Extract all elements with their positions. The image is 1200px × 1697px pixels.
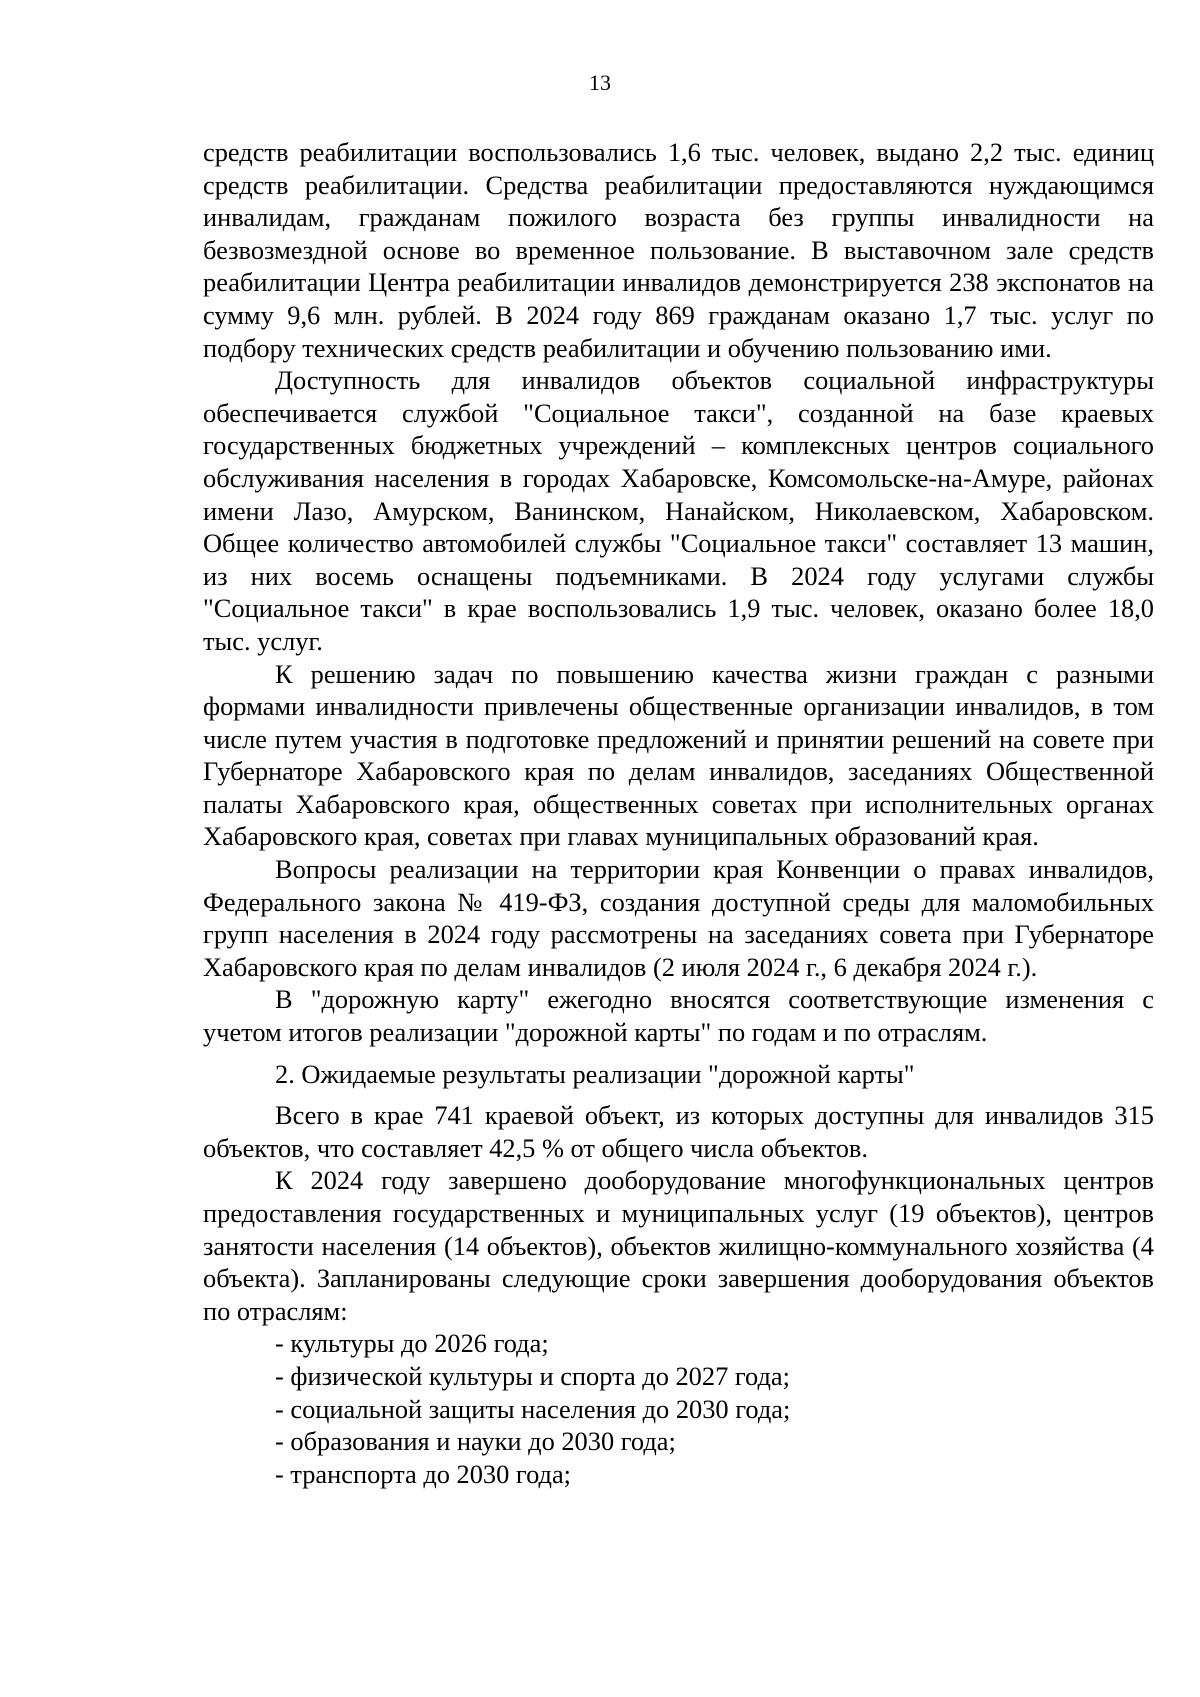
paragraph-public-organizations: К решению задач по повышению качества жизни граждан с разными формами инвалидности привлечены общественные организации инвалидов, в том числе путем участия в подготовке предложений и принятии решений на совете при Губернаторе Хабаровского края по делам инвалидов, заседаниях Общественной палаты Хабаровского края, общественных советах при исполнительных органах Хабаровского края, советах при главах муниципальных образований края. [203, 658, 1154, 852]
paragraph-roadmap-changes: В "дорожную карту" ежегодно вносятся соответствующие изменения с учетом итогов реализации "дорожной карты" по годам и по отраслям. [203, 984, 1154, 1048]
list-item-transport: - транспорта до 2030 года; [275, 1458, 571, 1489]
section-heading: 2. Ожидаемые результаты реализации "дорожной карты" [275, 1058, 915, 1089]
page-number: 13 [589, 70, 611, 95]
paragraph-completed-equipment: К 2024 году завершено дооборудование многофункциональных центров предоставления государственных и муниципальных услуг (19 объектов), центров занятости населения (14 объектов), объектов жилищно-коммунального хозяйства (4 объекта). Запланированы следующие сроки завершения дооборудования объектов по отраслям: [203, 1165, 1154, 1326]
paragraph-total-objects: Всего в крае 741 краевой объект, из которых доступны для инвалидов 315 объектов, что составляет 42,5 % от общего числа объектов. [203, 1100, 1154, 1163]
paragraph-convention-issues: Вопросы реализации на территории края Конвенции о правах инвалидов, Федерального закона № 419-ФЗ, создания доступной среды для маломобильных групп населения в 2024 году рассмотрены на заседаниях совета при Губернаторе Хабаровского края по делам инвалидов (2 июля 2024 г., 6 декабря 2024 г.). [203, 854, 1154, 982]
paragraph-social-taxi: Доступность для инвалидов объектов социальной инфраструктуры обеспечивается службой "Социальное такси", созданной на базе краевых государственных бюджетных учреждений – комплексных центров социального обслуживания населения в городах Хабаровске, Комсомольске-на-Амуре, районах имени Лазо, Амурском, Ванинском, Нанайском, Николаевском, Хабаровском. Общее количество автомобилей службы "Социальное такси" составляет 13 машин, из них восемь оснащены подъемниками. В 2024 году услугами службы "Социальное такси" в крае воспользовались 1,9 тыс. человек, оказано более 18,0 тыс. услуг. [203, 365, 1154, 656]
list-item-culture: - культуры до 2026 года; [275, 1328, 549, 1359]
document-body [203, 136, 1154, 1490]
list-item-sport: - физической культуры и спорта до 2027 года; [275, 1360, 790, 1391]
list-item-social-protection: - социальной защиты населения до 2030 года; [275, 1393, 791, 1424]
list-item-education: - образования и науки до 2030 года; [275, 1426, 676, 1457]
paragraph-rehabilitation-means: средств реабилитации воспользовались 1,6 тыс. человек, выдано 2,2 тыс. единиц средств реабилитации. Средства реабилитации предоставляются нуждающимся инвалидам, гражданам пожилого возраста без группы инвалидности на безвозмездной основе во временное пользование. В выставочном зале средств реабилитации Центра реабилитации инвалидов демонстрируется 238 экспонатов на сумму 9,6 млн. рублей. В 2024 году 869 гражданам оказано 1,7 тыс. услуг по подбору технических средств реабилитации и обучению пользованию ими. [203, 137, 1154, 363]
